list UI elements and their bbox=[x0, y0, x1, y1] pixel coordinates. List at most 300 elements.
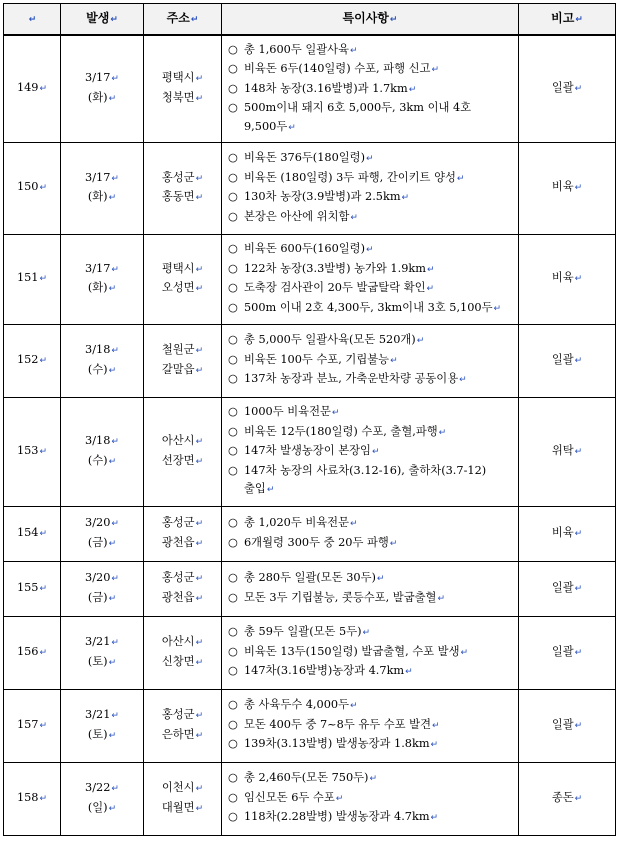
note-text: 비육 bbox=[551, 180, 574, 194]
row-number bbox=[4, 142, 61, 234]
note-text: 비육 bbox=[551, 271, 574, 285]
row-number bbox=[4, 561, 61, 616]
return-mark: ↵ bbox=[111, 574, 119, 584]
bullet-icon: ○ bbox=[228, 664, 238, 678]
occurrence-date bbox=[61, 689, 144, 762]
return-mark: ↵ bbox=[111, 437, 119, 447]
return-mark: ↵ bbox=[195, 657, 204, 668]
return-mark: ↵ bbox=[195, 574, 204, 584]
return-mark: ↵ bbox=[108, 93, 117, 104]
row-number-text: 151 bbox=[16, 271, 39, 285]
remark-line bbox=[228, 279, 514, 299]
note-text: 일괄 bbox=[551, 717, 574, 731]
city-text: 홍성군 bbox=[161, 708, 195, 721]
remark-line bbox=[228, 514, 514, 534]
return-mark: ↵ bbox=[574, 355, 583, 366]
city-text: 아산시 bbox=[161, 434, 195, 447]
row-number-text: 156 bbox=[16, 644, 39, 658]
bullet-icon: ○ bbox=[228, 644, 238, 658]
remark-line bbox=[228, 41, 514, 61]
date-line bbox=[61, 341, 143, 361]
row-number bbox=[4, 397, 61, 506]
note-cell bbox=[519, 324, 616, 397]
row-number-text: 153 bbox=[16, 443, 39, 457]
remark-line bbox=[228, 208, 514, 228]
outbreak-table bbox=[3, 3, 616, 836]
row-number-text: 152 bbox=[16, 352, 39, 366]
remark-line bbox=[228, 169, 514, 189]
date-text: 3/18 bbox=[85, 343, 111, 356]
return-mark: ↵ bbox=[366, 245, 374, 255]
bullet-icon: ○ bbox=[228, 771, 238, 785]
city-text: 평택시 bbox=[161, 261, 195, 275]
day-text: (토) bbox=[87, 654, 108, 668]
remark-line bbox=[228, 696, 514, 716]
city-line bbox=[144, 169, 221, 189]
address-cell bbox=[144, 35, 222, 142]
bullet-icon: ○ bbox=[228, 790, 238, 804]
remark-text: 출입 bbox=[244, 482, 266, 496]
remark-text: 비육돈 600두(160일령) bbox=[244, 242, 366, 255]
note-cell bbox=[519, 506, 616, 561]
bullet-icon: ○ bbox=[228, 300, 238, 314]
header-number: ↵ bbox=[4, 4, 61, 36]
day-text: (수) bbox=[87, 453, 108, 467]
return-mark: ↵ bbox=[438, 427, 447, 438]
town-line bbox=[144, 726, 221, 746]
remark-text: 총 1,020두 비육전문 bbox=[244, 516, 349, 529]
bullet-icon: ○ bbox=[228, 737, 238, 751]
return-mark: ↵ bbox=[389, 538, 398, 549]
occurrence-date bbox=[61, 616, 144, 689]
remarks-cell bbox=[222, 506, 519, 561]
return-mark: ↵ bbox=[390, 355, 398, 366]
return-mark: ↵ bbox=[456, 173, 465, 184]
date-text: 3/21 bbox=[85, 708, 111, 721]
date-line bbox=[61, 69, 143, 89]
occurrence-date bbox=[61, 762, 144, 835]
city-line bbox=[144, 706, 221, 726]
occurrence-date bbox=[61, 142, 144, 234]
remark-line bbox=[228, 60, 514, 80]
remark-line bbox=[228, 240, 514, 260]
town-text: 광천읍 bbox=[161, 590, 195, 604]
remark-text: 비육돈 6두(140일령) 수포, 파행 신고 bbox=[244, 62, 431, 75]
return-mark: ↵ bbox=[459, 375, 467, 386]
date-text: 3/18 bbox=[85, 434, 111, 447]
bullet-icon: ○ bbox=[228, 42, 238, 56]
remark-text: 모돈 400두 중 7~8두 유두 수포 발견 bbox=[244, 717, 431, 731]
remark-line bbox=[228, 370, 514, 390]
remark-text: 총 2,460두(모돈 750두) bbox=[244, 771, 369, 785]
town-text: 선장면 bbox=[161, 453, 195, 467]
town-text: 대월면 bbox=[161, 800, 195, 814]
remark-text: 137차 농장과 분뇨, 가축운반차량 공동이용 bbox=[244, 372, 459, 386]
table-row bbox=[4, 397, 616, 506]
return-mark: ↵ bbox=[195, 638, 204, 648]
return-mark: ↵ bbox=[195, 74, 204, 85]
return-mark: ↵ bbox=[108, 284, 117, 294]
return-mark: ↵ bbox=[574, 583, 583, 594]
remark-line bbox=[228, 808, 514, 828]
return-mark: ↵ bbox=[369, 774, 378, 785]
remark-line bbox=[228, 769, 514, 789]
remark-line bbox=[228, 149, 514, 169]
bullet-icon: ○ bbox=[228, 698, 238, 712]
row-number bbox=[4, 506, 61, 561]
remarks-cell bbox=[222, 397, 519, 506]
remark-text: 147차(3.16발병)농장과 4.7km bbox=[244, 664, 405, 678]
town-text: 오성면 bbox=[161, 281, 195, 294]
return-mark: ↵ bbox=[39, 183, 48, 194]
bullet-icon: ○ bbox=[228, 101, 238, 114]
occurrence-date bbox=[61, 35, 144, 142]
return-mark: ↵ bbox=[362, 628, 371, 639]
return-mark: ↵ bbox=[460, 647, 469, 658]
day-line bbox=[61, 653, 143, 673]
return-mark: ↵ bbox=[437, 593, 445, 604]
city-text: 홍성군 bbox=[161, 170, 195, 184]
return-mark: ↵ bbox=[574, 647, 583, 658]
return-mark: ↵ bbox=[366, 154, 374, 164]
return-mark: ↵ bbox=[574, 446, 583, 457]
town-text: 신창면 bbox=[161, 654, 195, 668]
day-text: (화) bbox=[87, 281, 108, 294]
day-text: (금) bbox=[87, 535, 108, 549]
bullet-icon: ○ bbox=[228, 571, 238, 584]
date-text: 3/22 bbox=[85, 781, 111, 794]
town-line bbox=[144, 452, 221, 472]
remark-line bbox=[228, 442, 514, 462]
remarks-cell bbox=[222, 35, 519, 142]
date-line bbox=[61, 260, 143, 280]
return-mark: ↵ bbox=[111, 173, 119, 184]
occurrence-date bbox=[61, 324, 144, 397]
table-row bbox=[4, 561, 616, 616]
bullet-icon: ○ bbox=[228, 333, 238, 347]
day-line bbox=[61, 589, 143, 609]
town-text: 홍동면 bbox=[161, 190, 195, 203]
remarks-cell bbox=[222, 142, 519, 234]
town-line bbox=[144, 279, 221, 299]
return-mark: ↵ bbox=[111, 638, 119, 648]
address-cell bbox=[144, 561, 222, 616]
occurrence-date bbox=[61, 234, 144, 324]
day-line bbox=[61, 188, 143, 208]
town-line bbox=[144, 589, 221, 609]
town-line bbox=[144, 799, 221, 819]
table-row bbox=[4, 689, 616, 762]
remarks-cell bbox=[222, 616, 519, 689]
town-line bbox=[144, 188, 221, 208]
remark-line bbox=[228, 716, 514, 736]
address-cell bbox=[144, 616, 222, 689]
return-mark: ↵ bbox=[39, 583, 48, 594]
note-text: 종돈 bbox=[551, 790, 574, 804]
row-number bbox=[4, 35, 61, 142]
remark-text: 도축장 검사관이 20두 발굽탈락 확인 bbox=[244, 281, 426, 294]
row-number-text: 150 bbox=[16, 180, 39, 194]
day-text: (화) bbox=[87, 90, 108, 104]
town-text: 청북면 bbox=[161, 90, 195, 104]
return-mark: ↵ bbox=[405, 667, 413, 678]
table-row bbox=[4, 35, 616, 142]
town-line bbox=[144, 653, 221, 673]
return-mark: ↵ bbox=[108, 538, 117, 549]
remark-text: 비육돈 12두(180일령) 수포, 출혈,파행 bbox=[244, 424, 438, 438]
remark-text: 비육돈 (180일령) 3두 파행, 간이키트 양성 bbox=[244, 170, 456, 184]
remark-line bbox=[228, 260, 514, 280]
date-line bbox=[61, 432, 143, 452]
return-mark: ↵ bbox=[350, 701, 358, 712]
note-cell bbox=[519, 616, 616, 689]
remark-text: 139차(3.13발병) 발생농장과 1.8km bbox=[244, 737, 430, 751]
date-text: 3/21 bbox=[85, 635, 111, 648]
remark-text: 147차 발생농장이 본장임 bbox=[244, 444, 371, 458]
return-mark: ↵ bbox=[195, 193, 204, 203]
header-remarks: 특이사항↵ bbox=[222, 4, 519, 36]
remark-text: 총 5,000두 일괄사육(모돈 520개) bbox=[244, 333, 416, 347]
table-row bbox=[4, 324, 616, 397]
bullet-icon: ○ bbox=[228, 717, 238, 731]
header-occurrence: 발생↵ bbox=[61, 4, 144, 36]
return-mark: ↵ bbox=[408, 84, 417, 95]
table-row bbox=[4, 616, 616, 689]
day-text: (금) bbox=[87, 590, 108, 604]
note-text: 위탁 bbox=[551, 443, 574, 457]
row-number-text: 154 bbox=[16, 525, 39, 539]
remarks-cell bbox=[222, 689, 519, 762]
return-mark: ↵ bbox=[350, 45, 358, 56]
city-text: 철원군 bbox=[161, 343, 195, 356]
return-mark: ↵ bbox=[195, 93, 204, 104]
return-mark: ↵ bbox=[195, 365, 204, 376]
address-cell bbox=[144, 397, 222, 506]
table-row bbox=[4, 762, 616, 835]
return-mark: ↵ bbox=[288, 122, 296, 133]
note-cell bbox=[519, 397, 616, 506]
return-mark: ↵ bbox=[426, 264, 435, 275]
return-mark: ↵ bbox=[111, 264, 119, 275]
table-row bbox=[4, 506, 616, 561]
remarks-cell bbox=[222, 234, 519, 324]
remark-text: 6개월령 300두 중 20두 파행 bbox=[244, 535, 389, 549]
return-mark: ↵ bbox=[371, 447, 380, 458]
city-text: 평택시 bbox=[161, 71, 195, 85]
remark-text: 500m 이내 2호 4,300두, 3km이내 3호 5,100두 bbox=[244, 300, 493, 314]
town-line bbox=[144, 534, 221, 554]
remark-text: 총 59두 일괄(모돈 5두) bbox=[244, 625, 362, 639]
day-text: (일) bbox=[87, 800, 108, 814]
row-number-text: 157 bbox=[16, 717, 39, 731]
remark-line bbox=[228, 480, 514, 500]
return-mark: ↵ bbox=[432, 720, 440, 731]
remarks-cell bbox=[222, 324, 519, 397]
row-number bbox=[4, 689, 61, 762]
return-mark: ↵ bbox=[195, 284, 204, 294]
return-mark: ↵ bbox=[39, 355, 48, 366]
address-cell bbox=[144, 142, 222, 234]
city-text: 이천시 bbox=[161, 781, 195, 794]
remark-line bbox=[228, 80, 514, 100]
date-line bbox=[61, 569, 143, 589]
remark-text: 모돈 3두 기립불능, 콧등수포, 발굽출혈 bbox=[244, 590, 437, 604]
return-mark: ↵ bbox=[331, 408, 340, 419]
row-number bbox=[4, 234, 61, 324]
row-number bbox=[4, 762, 61, 835]
return-mark: ↵ bbox=[350, 519, 358, 529]
return-mark: ↵ bbox=[376, 574, 385, 584]
return-mark: ↵ bbox=[111, 784, 119, 794]
return-mark: ↵ bbox=[39, 720, 48, 731]
remark-line bbox=[228, 789, 514, 809]
day-line bbox=[61, 534, 143, 554]
remark-line bbox=[228, 118, 514, 138]
bullet-icon: ○ bbox=[228, 242, 238, 255]
return-mark: ↵ bbox=[574, 183, 583, 194]
remark-line bbox=[228, 735, 514, 755]
occurrence-date bbox=[61, 561, 144, 616]
bullet-icon: ○ bbox=[228, 190, 238, 203]
return-mark: ↵ bbox=[195, 803, 204, 814]
bullet-icon: ○ bbox=[228, 151, 238, 164]
day-text: (토) bbox=[87, 727, 108, 741]
return-mark: ↵ bbox=[195, 346, 204, 356]
return-mark: ↵ bbox=[426, 284, 435, 294]
remarks-cell bbox=[222, 561, 519, 616]
return-mark: ↵ bbox=[111, 346, 119, 356]
note-cell bbox=[519, 142, 616, 234]
return-mark: ↵ bbox=[195, 456, 204, 467]
town-line bbox=[144, 89, 221, 109]
remark-line bbox=[228, 331, 514, 351]
note-cell bbox=[519, 561, 616, 616]
town-text: 은하면 bbox=[161, 727, 195, 741]
return-mark: ↵ bbox=[195, 173, 204, 184]
day-text: (수) bbox=[87, 362, 108, 376]
bullet-icon: ○ bbox=[228, 352, 238, 366]
return-mark: ↵ bbox=[430, 740, 439, 751]
header-note: 비고↵ bbox=[519, 4, 616, 36]
remark-line bbox=[228, 643, 514, 663]
table-row bbox=[4, 234, 616, 324]
remark-line bbox=[228, 423, 514, 443]
day-line bbox=[61, 361, 143, 381]
address-cell bbox=[144, 762, 222, 835]
bullet-icon: ○ bbox=[228, 62, 238, 75]
remark-text: 비육돈 376두(180일령) bbox=[244, 151, 366, 164]
city-line bbox=[144, 69, 221, 89]
remark-text: 147차 농장의 사료차(3.12-16), 출하차(3.7-12) bbox=[244, 463, 487, 477]
remark-text: 1000두 비육전문 bbox=[244, 405, 331, 419]
date-line bbox=[61, 779, 143, 799]
bullet-icon: ○ bbox=[228, 81, 238, 95]
return-mark: ↵ bbox=[574, 274, 583, 285]
return-mark: ↵ bbox=[108, 593, 117, 604]
bullet-icon: ○ bbox=[228, 625, 238, 639]
bullet-icon: ○ bbox=[228, 170, 238, 184]
note-text: 일괄 bbox=[551, 580, 574, 594]
return-mark: ↵ bbox=[111, 711, 119, 721]
remark-line bbox=[228, 299, 514, 319]
note-text: 일괄 bbox=[551, 352, 574, 366]
remark-text: 148차 농장(3.16발병)과 1.7km bbox=[244, 81, 408, 95]
return-mark: ↵ bbox=[39, 793, 48, 804]
day-text: (화) bbox=[87, 190, 108, 203]
day-line bbox=[61, 279, 143, 299]
table-row bbox=[4, 142, 616, 234]
city-text: 홍성군 bbox=[161, 571, 195, 584]
return-mark: ↵ bbox=[335, 793, 344, 804]
return-mark: ↵ bbox=[39, 84, 48, 94]
note-cell bbox=[519, 35, 616, 142]
bullet-icon: ○ bbox=[228, 281, 238, 294]
row-number-text: 149 bbox=[16, 81, 39, 94]
date-text: 3/17 bbox=[85, 261, 111, 275]
bullet-icon: ○ bbox=[228, 535, 238, 549]
return-mark: ↵ bbox=[39, 647, 48, 658]
remark-text: 122차 농장(3.3발병) 농가와 1.9km bbox=[244, 261, 426, 275]
return-mark: ↵ bbox=[108, 193, 117, 203]
day-line bbox=[61, 726, 143, 746]
city-line bbox=[144, 569, 221, 589]
address-cell bbox=[144, 324, 222, 397]
remark-text: 비육돈 100두 수포, 기립불능 bbox=[244, 352, 390, 366]
return-mark: ↵ bbox=[108, 657, 117, 668]
date-line bbox=[61, 706, 143, 726]
return-mark: ↵ bbox=[195, 593, 204, 604]
remark-line bbox=[228, 662, 514, 682]
remark-text: 9,500두 bbox=[244, 119, 288, 133]
city-text: 아산시 bbox=[161, 635, 195, 648]
return-mark: ↵ bbox=[574, 528, 583, 539]
return-mark: ↵ bbox=[430, 813, 439, 824]
return-mark: ↵ bbox=[108, 803, 117, 814]
city-line bbox=[144, 432, 221, 452]
city-line bbox=[144, 341, 221, 361]
city-text: 홍성군 bbox=[161, 516, 195, 529]
return-mark: ↵ bbox=[39, 274, 48, 285]
return-mark: ↵ bbox=[195, 730, 204, 741]
return-mark: ↵ bbox=[111, 519, 119, 529]
note-cell bbox=[519, 689, 616, 762]
return-mark: ↵ bbox=[195, 784, 204, 794]
row-number-text: 155 bbox=[16, 580, 39, 594]
address-cell bbox=[144, 234, 222, 324]
remark-line bbox=[228, 569, 514, 589]
date-text: 3/17 bbox=[85, 71, 111, 85]
bullet-icon: ○ bbox=[228, 372, 238, 386]
day-line bbox=[61, 89, 143, 109]
return-mark: ↵ bbox=[195, 538, 204, 549]
date-line bbox=[61, 169, 143, 189]
bullet-icon: ○ bbox=[228, 261, 238, 275]
bullet-icon: ○ bbox=[228, 405, 238, 419]
row-number bbox=[4, 616, 61, 689]
bullet-icon: ○ bbox=[228, 424, 238, 438]
remark-text: 총 사육두수 4,000두 bbox=[244, 698, 349, 712]
city-line bbox=[144, 260, 221, 280]
date-line bbox=[61, 514, 143, 534]
remarks-cell bbox=[222, 762, 519, 835]
remark-text: 비육돈 13두(150일령) 발굽출혈, 수포 발생 bbox=[244, 644, 460, 658]
return-mark: ↵ bbox=[39, 528, 48, 539]
return-mark: ↵ bbox=[111, 74, 119, 85]
return-mark: ↵ bbox=[195, 264, 204, 275]
return-mark: ↵ bbox=[195, 711, 204, 721]
occurrence-date bbox=[61, 397, 144, 506]
note-text: 일괄 bbox=[551, 644, 574, 658]
